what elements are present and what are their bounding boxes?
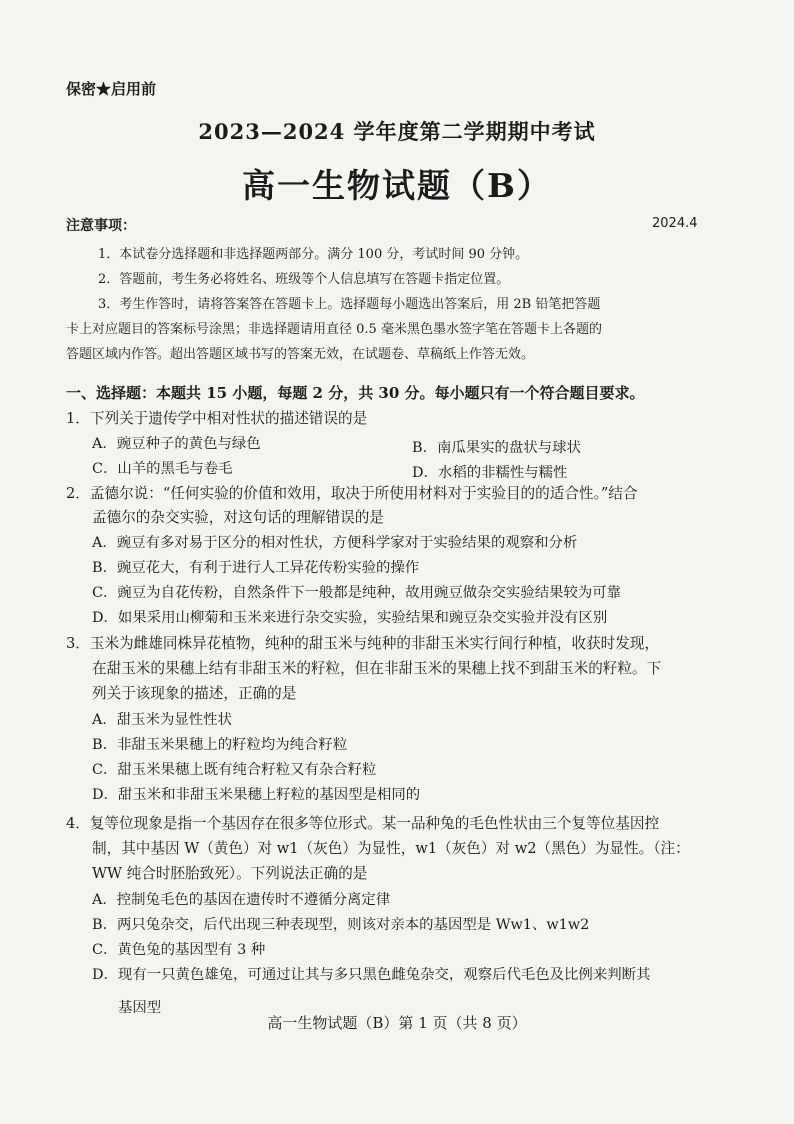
question-option: D．甜玉米和非甜玉米果穗上籽粒的基因型是相同的 [92,787,421,803]
question-stem: 列关于该现象的描述，正确的是 [92,685,297,702]
question-stem: 3．玉米为雌雄同株异花植物，纯种的甜玉米与纯种的非甜玉米实行间行种植，收获时发现， [66,635,660,652]
note-line: 答题区域内作答。超出答题区域书写的答案无效，在试题卷、草稿纸上作答无效。 [66,347,535,362]
subject-title: 高一生物试题（B） [242,166,552,205]
question-stem: 制，其中基因 W（黄色）对 w1（灰色）为显性，w1（灰色）对 w2（黑色）为显性。（注： [92,840,690,857]
exam-date: 2024.4 [652,216,698,231]
question-stem: 2．孟德尔说：“任何实验的价值和效用，取决于所使用材料对于实验目的的适合性。”结合 [66,485,638,502]
page-footer: 高一生物试题（B）第 1 页（共 8 页） [267,1014,527,1032]
note-line: 2．答题前，考生务必将姓名、班级等个人信息填写在答题卡指定位置。 [98,272,510,287]
question-stem: 4．复等位现象是指一个基因存在很多等位形式。某一品种兔的毛色性状由三个复等位基因控 [66,815,660,832]
exam-title: 2023—2024 学年度第二学期期中考试 [198,119,596,144]
question-option: B．豌豆花大，有利于进行人工异花传粉实验的操作 [92,560,420,576]
question-stem: WW 纯合时胚胎致死）。下列说法正确的是 [92,865,368,882]
question-option: A．甜玉米为显性性状 [92,712,232,728]
section-heading: 一、选择题：本题共 15 小题，每题 2 分，共 30 分。每小题只有一个符合题目要求。 [66,384,645,402]
question-option: A．控制兔毛色的基因在遗传时不遵循分离定律 [92,892,391,908]
question-option: D．如果采用山柳菊和玉米来进行杂交实验，实验结果和豌豆杂交实验并没有区别 [92,610,608,626]
confidential-label: 保密★启用前 [66,80,157,98]
note-line: 卡上对应题目的答案标号涂黑；非选择题请用直径 0.5 毫米黑色墨水签字笔在答题卡上各题的 [66,322,602,337]
question-option: A．豌豆有多对易于区分的相对性状，方便科学家对于实验结果的观察和分析 [92,535,578,551]
question-option: D．水稻的非糯性与糯性 [412,465,568,481]
question-option: C．山羊的黑毛与卷毛 [92,461,233,477]
question-option: B．南瓜果实的盘状与球状 [412,440,581,456]
question-option: C．黄色兔的基因型有 3 种 [92,942,266,958]
note-line: 3．考生作答时，请将答案答在答题卡上。选择题每小题选出答案后，用 2B 铅笔把答题 [98,297,601,312]
question-stem: 在甜玉米的果穗上结有非甜玉米的籽粒，但在非甜玉米的果穗上找不到甜玉米的籽粒。下 [92,660,662,677]
question-stem: 孟德尔的杂交实验，对这句话的理解错误的是 [92,509,384,526]
question-option: B．非甜玉米果穗上的籽粒均为纯合籽粒 [92,737,348,753]
question-option: A．豌豆种子的黄色与绿色 [92,436,261,452]
question-option-continued: 基因型 [118,1000,162,1016]
question-stem: 1．下列关于遗传学中相对性状的描述错误的是 [66,410,368,427]
question-option: C．豌豆为自花传粉，自然条件下一般都是纯种，故用豌豆做杂交实验结果较为可靠 [92,585,622,601]
notes-heading: 注意事项： [66,218,136,234]
note-line: 1．本试卷分选择题和非选择题两部分。满分 100 分，考试时间 90 分钟。 [98,247,529,262]
question-option: D．现有一只黄色雄兔，可通过让其与多只黑色雌兔杂交，观察后代毛色及比例来判断其 [92,967,651,983]
question-option: C．甜玉米果穗上既有纯合籽粒又有杂合籽粒 [92,762,377,778]
question-option: B．两只兔杂交，后代出现三种表现型，则该对亲本的基因型是 Ww1、w1w2 [92,917,590,933]
